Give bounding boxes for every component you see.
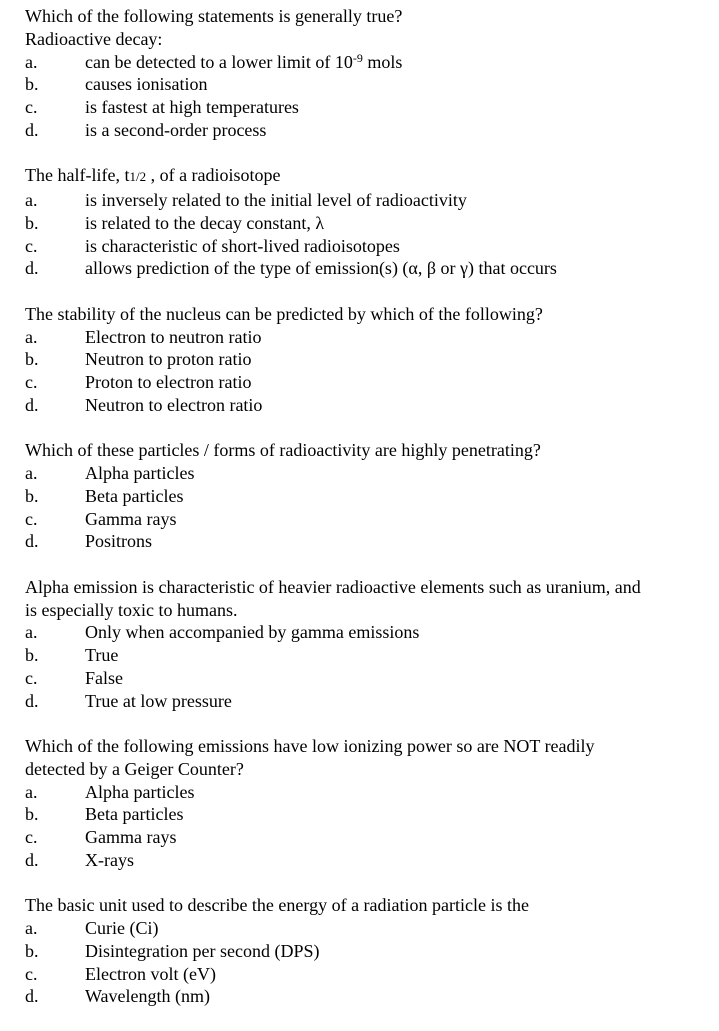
question-5	[25, 576, 715, 713]
question-7-option-a	[25, 917, 715, 940]
option-text: is fastest at high temperatures	[85, 97, 299, 118]
question-6-option-c	[25, 826, 715, 849]
option-letter: d.	[25, 690, 39, 711]
option-letter: b.	[25, 485, 39, 506]
question-5-option-c	[25, 667, 715, 690]
option-text: allows prediction of the type of emission(s) (α, β or γ) that occurs	[85, 258, 557, 279]
option-text: causes ionisation	[85, 74, 208, 95]
option-text: Disintegration per second (DPS)	[85, 940, 320, 961]
quiz-sheet	[25, 5, 715, 1031]
question-4-stem: Which of these particles / forms of radioactivity are highly penetrating?	[25, 440, 541, 461]
option-text: Electron volt (eV)	[85, 963, 216, 984]
option-text: Alpha particles	[85, 781, 195, 802]
option-letter: a.	[25, 622, 38, 643]
question-1-option-a	[25, 51, 715, 74]
question-5-stem-line-2: is especially toxic to humans.	[25, 599, 238, 620]
option-text: is inversely related to the initial level of radioactivity	[85, 190, 467, 211]
question-1-stem-line-1: Which of the following statements is generally true?	[25, 6, 403, 26]
option-letter: a.	[25, 463, 38, 484]
option-letter: b.	[25, 940, 39, 961]
question-7-stem: The basic unit used to describe the energy of a radiation particle is the	[25, 895, 529, 916]
option-text: Alpha particles	[85, 463, 195, 484]
question-5-option-b	[25, 644, 715, 667]
option-letter: c.	[25, 963, 38, 984]
question-5-option-d	[25, 690, 715, 713]
question-2-option-c	[25, 235, 715, 258]
option-letter: b.	[25, 74, 39, 95]
option-letter: a.	[25, 326, 38, 347]
question-4-option-d	[25, 530, 715, 553]
question-3-option-c	[25, 371, 715, 394]
question-2-option-b	[25, 212, 715, 235]
question-7-option-d	[25, 985, 715, 1008]
option-text: is related to the decay constant, λ	[85, 212, 325, 233]
question-1-option-c	[25, 96, 715, 119]
option-letter: a.	[25, 918, 38, 939]
half-life-subscript: 1/2	[129, 169, 147, 185]
option-letter: c.	[25, 372, 38, 393]
option-letter: d.	[25, 531, 39, 552]
option-letter: a.	[25, 781, 38, 802]
question-1-stem-line-2: Radioactive decay:	[25, 28, 163, 49]
option-text: is characteristic of short-lived radioisotopes	[85, 235, 400, 256]
exponent: -9	[352, 50, 363, 65]
option-letter: b.	[25, 212, 39, 233]
option-text: Wavelength (nm)	[85, 986, 211, 1007]
question-6-stem-line-1: Which of the following emissions have low ionizing power so are NOT readily	[25, 736, 595, 757]
option-letter: b.	[25, 804, 39, 825]
question-4	[25, 439, 715, 553]
option-letter: c.	[25, 827, 38, 848]
question-3-option-b	[25, 348, 715, 371]
question-1-option-b	[25, 73, 715, 96]
option-letter: c.	[25, 97, 38, 118]
option-text: is a second-order process	[85, 119, 267, 140]
question-7	[25, 894, 715, 1008]
question-3-stem: The stability of the nucleus can be predicted by which of the following?	[25, 303, 543, 324]
question-7-option-b	[25, 940, 715, 963]
option-letter: d.	[25, 119, 39, 140]
option-letter: d.	[25, 986, 39, 1007]
question-3-option-a	[25, 326, 715, 349]
question-1-option-d	[25, 119, 715, 142]
question-6-option-d	[25, 849, 715, 872]
question-6	[25, 735, 715, 872]
question-5-stem-line-1: Alpha emission is characteristic of heavier radioactive elements such as uranium, and	[25, 576, 641, 597]
stem-text-end: , of a radioisotope	[146, 165, 281, 186]
option-text: Beta particles	[85, 485, 184, 506]
option-text-unit: mols	[362, 51, 403, 72]
option-text: Positrons	[85, 531, 153, 552]
option-letter: d.	[25, 258, 39, 279]
question-7-option-c	[25, 963, 715, 986]
question-4-option-a	[25, 462, 715, 485]
option-letter: c.	[25, 235, 38, 256]
option-text: Neutron to proton ratio	[85, 349, 252, 370]
option-text: X-rays	[85, 850, 134, 870]
question-2	[25, 164, 715, 280]
option-letter: b.	[25, 645, 39, 666]
question-1	[25, 5, 715, 142]
option-letter: c.	[25, 508, 38, 529]
option-text: True at low pressure	[85, 690, 232, 711]
question-6-option-b	[25, 803, 715, 826]
question-3-option-d	[25, 394, 715, 417]
question-6-stem-line-2: detected by a Geiger Counter?	[25, 758, 244, 779]
option-text: False	[85, 667, 123, 688]
option-text-main: can be detected to a lower limit of 10	[85, 51, 353, 72]
option-text: Neutron to electron ratio	[85, 394, 263, 415]
option-text: Gamma rays	[85, 827, 177, 848]
option-text: True	[85, 645, 119, 666]
option-text: Beta particles	[85, 804, 184, 825]
question-4-option-c	[25, 508, 715, 531]
option-letter: c.	[25, 667, 38, 688]
stem-text: The half-life, t	[25, 165, 130, 186]
question-4-option-b	[25, 485, 715, 508]
option-letter: d.	[25, 850, 39, 870]
option-text: Only when accompanied by gamma emissions	[85, 622, 420, 643]
question-6-option-a	[25, 781, 715, 804]
option-letter: a.	[25, 51, 38, 72]
option-text: Electron to neutron ratio	[85, 326, 262, 347]
option-text: Curie (Ci)	[85, 918, 159, 939]
question-2-option-d	[25, 257, 715, 280]
question-3	[25, 303, 715, 417]
option-text: Proton to electron ratio	[85, 372, 252, 393]
option-text	[85, 51, 715, 74]
question-5-option-a	[25, 621, 715, 644]
question-2-option-a	[25, 189, 715, 212]
question-2-stem	[25, 164, 715, 189]
option-letter: d.	[25, 394, 39, 415]
option-letter: a.	[25, 190, 38, 211]
option-text: Gamma rays	[85, 508, 177, 529]
option-letter: b.	[25, 349, 39, 370]
